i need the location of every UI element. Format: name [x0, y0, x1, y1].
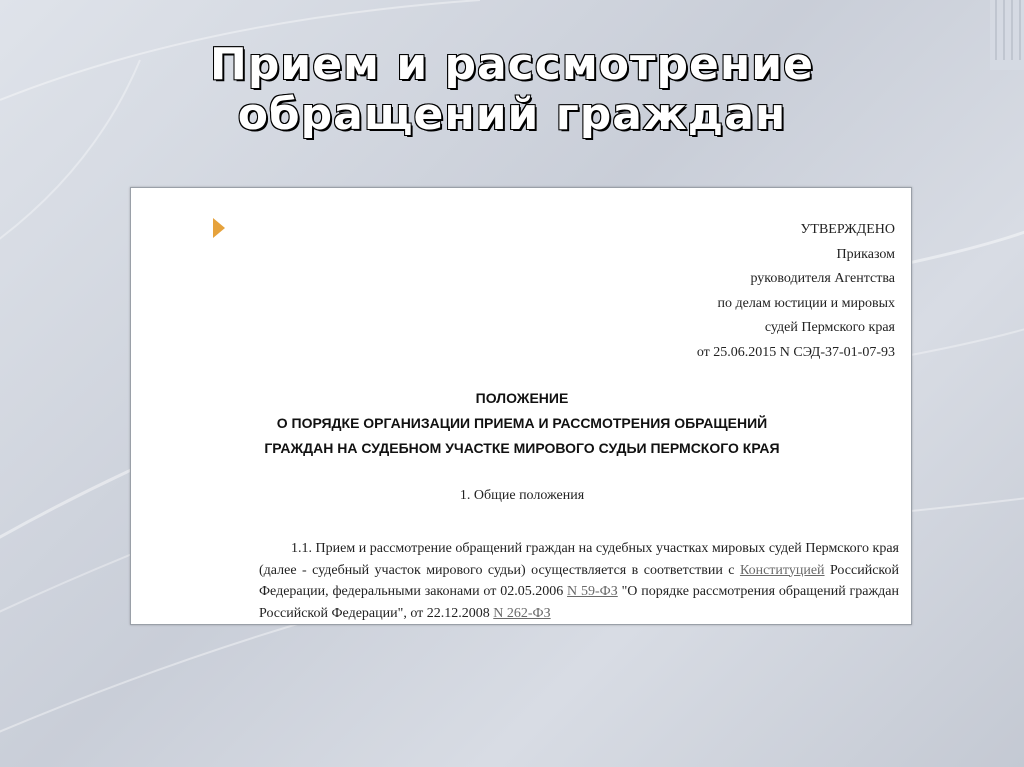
- paragraph-1-1: [259, 538, 899, 624]
- approval-line: по делам юстиции и мировых: [717, 295, 895, 311]
- law-59-fz-link[interactable]: N 59-ФЗ: [567, 584, 618, 599]
- document-heading-line2: О ПОРЯДКЕ ОРГАНИЗАЦИИ ПРИЕМА И РАССМОТРЕНИЯ ОБРАЩЕНИЙ: [276, 415, 768, 431]
- document-scan: [130, 187, 912, 625]
- document-heading-line3: ГРАЖДАН НА СУДЕБНОМ УЧАСТКЕ МИРОВОГО СУДЬИ ПЕРМСКОГО КРАЯ: [264, 440, 780, 456]
- paragraph-text: Российской Федерации, федеральными законами от 02.05.2006: [259, 562, 899, 599]
- approval-line: судей Пермского края: [764, 320, 895, 335]
- section-title: 1. Общие положения: [459, 488, 585, 503]
- bullet-arrow-icon: [213, 218, 225, 238]
- paragraph-text: "О порядке рассмотрения обращений граждан Российской Федерации", от 22.12.2008: [259, 584, 899, 621]
- document-heading-line1: ПОЛОЖЕНИЕ: [475, 390, 569, 406]
- constitution-link[interactable]: Конституцией: [739, 562, 825, 578]
- law-262-fz-link[interactable]: N 262-ФЗ: [493, 605, 551, 621]
- slide-title: [0, 40, 1024, 140]
- approval-line: УТВЕРЖДЕНО: [800, 222, 895, 237]
- paragraph-text: 1.1. Прием и рассмотрение обращений граждан на судебных участках мировых судей Пермского края (далее - судебный участок мирового судьи) осуществляется в соответствии с: [259, 541, 899, 578]
- approval-line: руководителя Агентства: [750, 271, 895, 286]
- approval-line: от 25.06.2015 N СЭД-37-01-07-93: [696, 344, 895, 360]
- slide-title-line1: Прием и рассмотрение: [210, 39, 814, 90]
- slide-title-line2: обращений граждан: [237, 89, 787, 140]
- approval-line: Приказом: [836, 246, 895, 262]
- approval-block: [697, 218, 895, 365]
